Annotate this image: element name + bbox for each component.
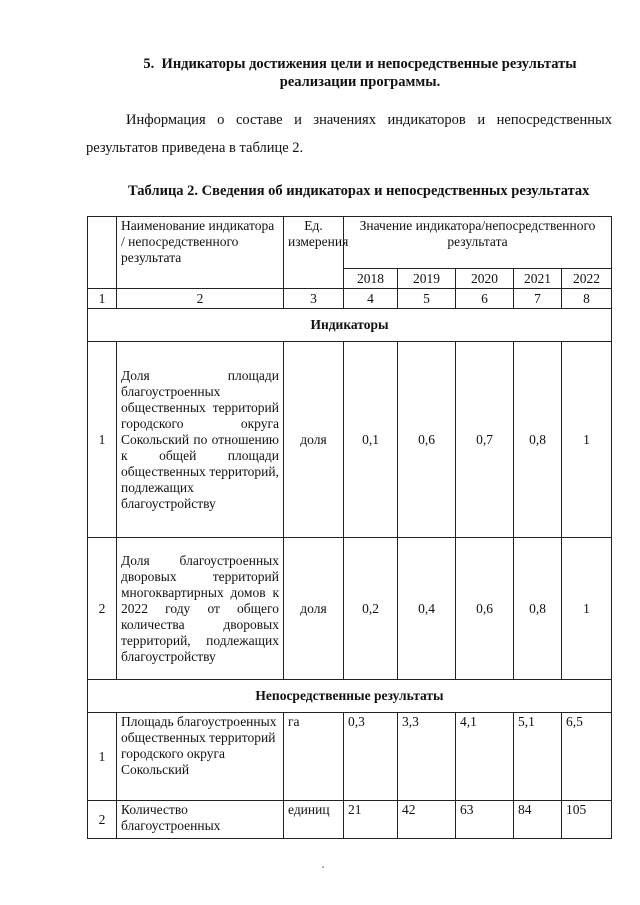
result-name: Количество благоустроенных	[117, 801, 284, 839]
row-number: 2	[88, 538, 117, 680]
indicator-name: Доля площади благоустроенных общественных территорий городского округа Сокольский по отношению к общей площади общественных территорий, подлежащих благоустройству	[117, 342, 284, 538]
section-number: 5.	[143, 56, 155, 72]
unit-cell: доля	[284, 538, 344, 680]
value-cell: 0,6	[456, 538, 514, 680]
year-2022: 2022	[562, 269, 612, 289]
page-marker-dot	[322, 866, 324, 868]
column-number: 5	[398, 289, 456, 309]
table-caption: Таблица 2. Сведения об индикаторах и непосредственных результатах	[128, 183, 590, 199]
row-number: 1	[88, 342, 117, 538]
table-row	[88, 713, 612, 801]
column-number: 8	[562, 289, 612, 309]
value-cell: 21	[344, 801, 398, 839]
table-row	[88, 538, 612, 680]
header-unit-cell: Ед. измерения	[284, 217, 344, 289]
table-row	[88, 342, 612, 538]
header-row	[88, 217, 612, 269]
section-label-results: Непосредственные результаты	[88, 680, 612, 713]
header-name-cell: Наименование индикатора / непосредственного результата	[117, 217, 284, 289]
value-cell: 5,1	[514, 713, 562, 801]
unit-cell: га	[284, 713, 344, 801]
value-cell: 0,1	[344, 342, 398, 538]
value-cell: 0,2	[344, 538, 398, 680]
value-cell: 84	[514, 801, 562, 839]
row-number: 1	[88, 713, 117, 801]
value-cell: 0,4	[398, 538, 456, 680]
column-number: 7	[514, 289, 562, 309]
unit-cell: единиц	[284, 801, 344, 839]
indicators-table	[87, 216, 612, 839]
indicator-name: Доля благоустроенных дворовых территорий многоквартирных домов к 2022 году от общего количества дворовых территорий, подлежащих благоустройству	[117, 538, 284, 680]
unit-cell: доля	[284, 342, 344, 538]
column-number: 1	[88, 289, 117, 309]
section-heading	[80, 55, 640, 91]
value-cell: 6,5	[562, 713, 612, 801]
section-heading-line1	[80, 55, 640, 73]
column-numbers-row	[88, 289, 612, 309]
value-cell: 0,8	[514, 342, 562, 538]
year-2021: 2021	[514, 269, 562, 289]
value-cell: 1	[562, 342, 612, 538]
value-cell: 105	[562, 801, 612, 839]
section-title-line2: реализации программы.	[279, 74, 441, 90]
header-num-cell	[88, 217, 117, 289]
year-2020: 2020	[456, 269, 514, 289]
value-cell: 3,3	[398, 713, 456, 801]
result-name: Площадь благоустроенных общественных территорий городского округа Сокольский	[117, 713, 284, 801]
value-cell: 0,7	[456, 342, 514, 538]
section-label-indicators: Индикаторы	[88, 309, 612, 342]
value-cell: 0,6	[398, 342, 456, 538]
column-number: 6	[456, 289, 514, 309]
section-row-results	[88, 680, 612, 713]
value-cell: 1	[562, 538, 612, 680]
row-number: 2	[88, 801, 117, 839]
column-number: 4	[344, 289, 398, 309]
section-title-line1: Индикаторы достижения цели и непосредственные результаты	[161, 56, 577, 72]
intro-paragraph: Информация о составе и значениях индикаторов и непосредственных результатов приведена в таблице 2.	[86, 112, 612, 156]
value-cell: 63	[456, 801, 514, 839]
year-2018: 2018	[344, 269, 398, 289]
year-2019: 2019	[398, 269, 456, 289]
value-cell: 0,8	[514, 538, 562, 680]
column-number: 3	[284, 289, 344, 309]
section-row-indicators	[88, 309, 612, 342]
value-cell: 0,3	[344, 713, 398, 801]
header-value-group: Значение индикатора/непосредственного результата	[344, 217, 612, 269]
value-cell: 42	[398, 801, 456, 839]
table-row	[88, 801, 612, 839]
column-number: 2	[117, 289, 284, 309]
value-cell: 4,1	[456, 713, 514, 801]
